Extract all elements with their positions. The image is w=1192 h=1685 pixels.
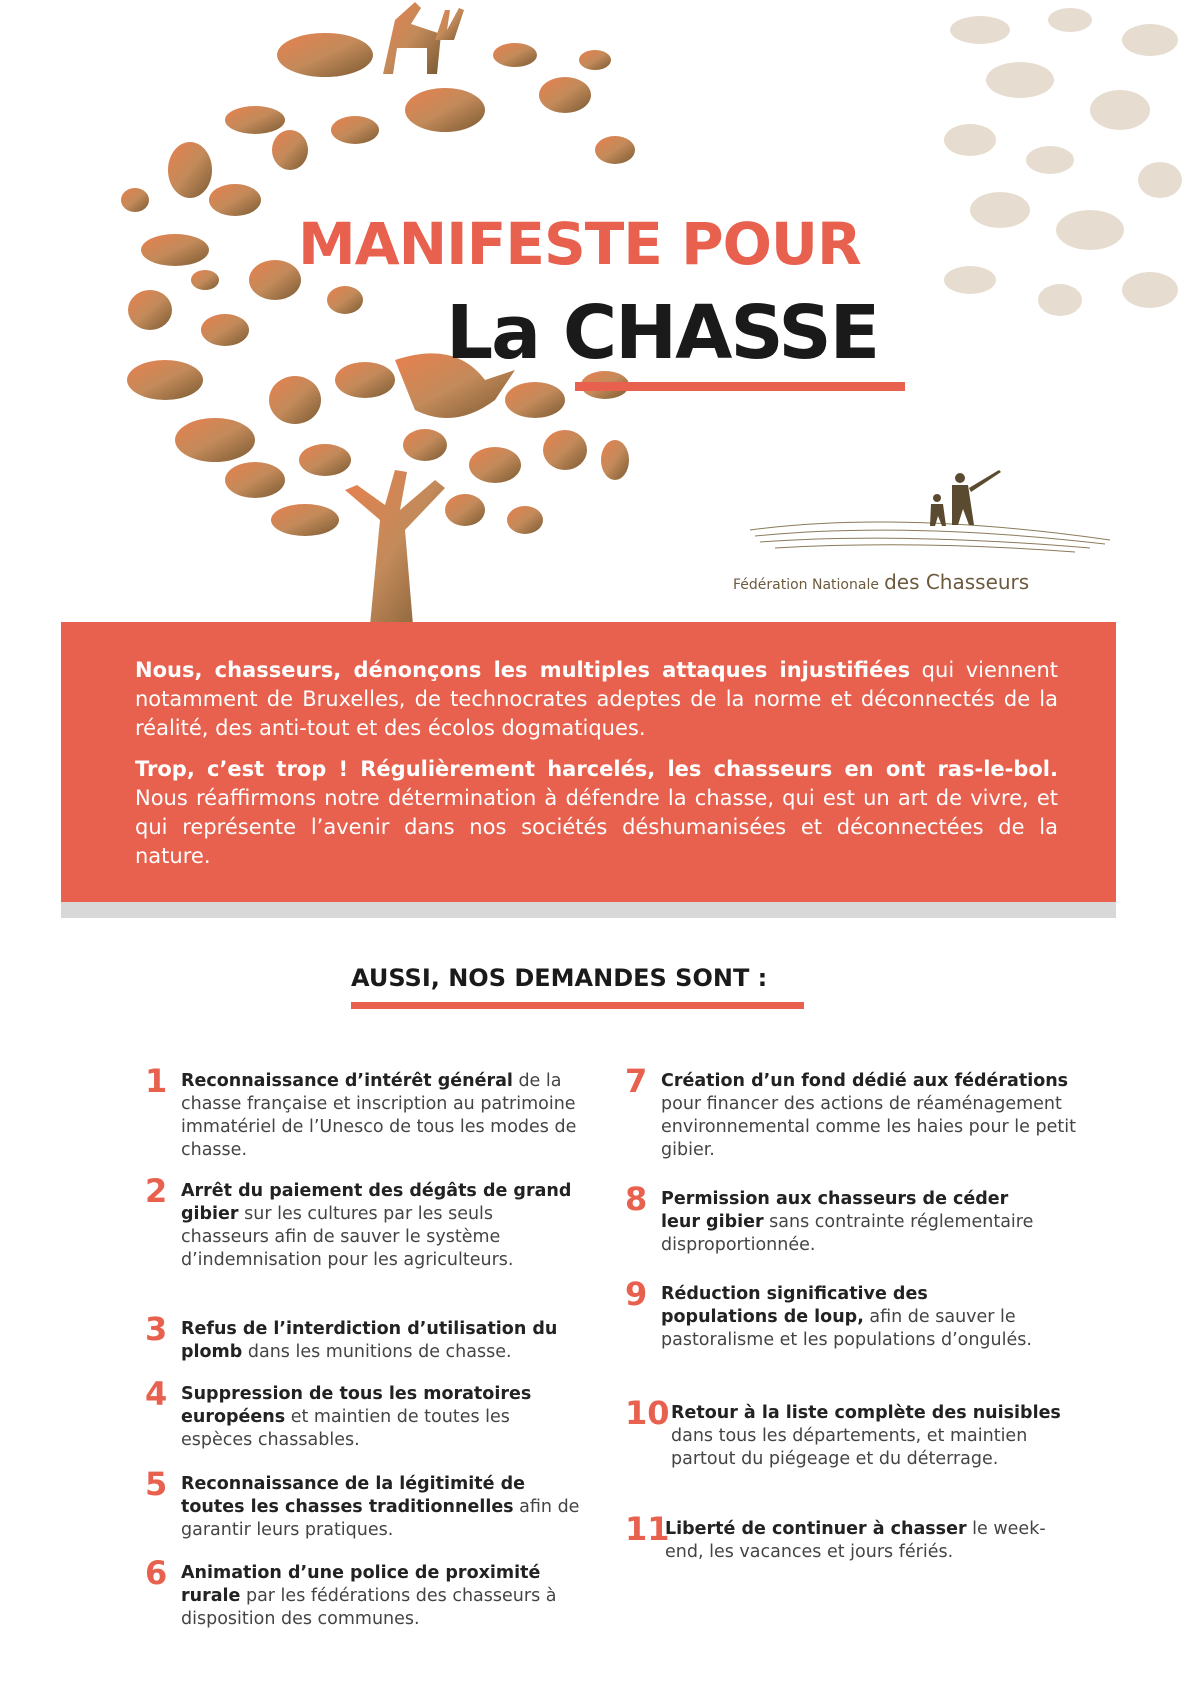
item-rest: et maintien de toutes les espèces chassables. bbox=[181, 1407, 510, 1450]
item-text bbox=[181, 1473, 581, 1542]
item-text bbox=[181, 1383, 581, 1452]
intro-box bbox=[61, 622, 1116, 902]
list-item bbox=[145, 1062, 585, 1160]
list-item bbox=[145, 1310, 585, 1368]
list-item bbox=[145, 1554, 585, 1632]
requests-underline bbox=[351, 1002, 804, 1009]
item-text bbox=[181, 1562, 581, 1631]
intro-paragraph-1 bbox=[135, 656, 1058, 743]
federation-name bbox=[733, 570, 1029, 594]
item-number: 6 bbox=[145, 1554, 168, 1592]
item-number: 1 bbox=[145, 1062, 168, 1100]
item-bold: Création d’un fond dédié aux fédérations bbox=[661, 1071, 1069, 1091]
item-rest: dans les munitions de chasse. bbox=[242, 1342, 512, 1362]
list-item bbox=[625, 1510, 1085, 1568]
item-text bbox=[661, 1188, 1041, 1257]
item-text bbox=[181, 1070, 581, 1162]
list-item bbox=[145, 1375, 585, 1453]
item-bold: Permission aux chasseurs de céder leur gibier bbox=[661, 1189, 1009, 1232]
item-bold: Réduction significative des populations de loup, bbox=[661, 1284, 928, 1327]
item-text bbox=[671, 1402, 1071, 1471]
list-item bbox=[625, 1062, 1085, 1160]
item-bold: Refus de l’interdiction d’utilisation du plomb bbox=[181, 1319, 558, 1362]
item-number: 10 bbox=[625, 1394, 670, 1432]
title-underline bbox=[575, 382, 905, 391]
item-text bbox=[181, 1180, 581, 1272]
item-number: 7 bbox=[625, 1062, 648, 1100]
item-bold: Liberté de continuer à chasser bbox=[665, 1519, 967, 1539]
federation-name-prefix: Fédération Nationale bbox=[733, 577, 879, 593]
item-number: 8 bbox=[625, 1180, 648, 1218]
list-item bbox=[625, 1275, 1085, 1373]
item-text bbox=[661, 1283, 1041, 1352]
list-item bbox=[625, 1394, 1085, 1492]
item-bold: Reconnaissance d’intérêt général bbox=[181, 1071, 513, 1091]
intro-p1-rest: qui viennent notamment de Bruxelles, de technocrates adeptes de la norme et déconnectés de la réalité, des anti-tout et des écolos dogmatiques. bbox=[135, 658, 1058, 740]
item-text bbox=[661, 1070, 1081, 1162]
item-rest: dans tous les départements, et maintien partout du piégeage et du déterrage. bbox=[671, 1426, 1028, 1469]
item-rest: de la chasse française et inscription au patrimoine immatériel de l’Unesco de tous les modes de chasse. bbox=[181, 1071, 577, 1160]
item-rest: sur les cultures par les seuls chasseurs afin de sauver le système d’indemnisation pour les agriculteurs. bbox=[181, 1204, 514, 1270]
list-item bbox=[145, 1465, 585, 1543]
list-item bbox=[145, 1172, 585, 1290]
intro-p2-bold: Trop, c’est trop ! Régulièrement harcelés, les chasseurs en ont ras-le-bol. bbox=[135, 757, 1058, 781]
list-item bbox=[625, 1180, 1085, 1258]
faded-animals-decoration bbox=[930, 0, 1192, 345]
item-number: 11 bbox=[625, 1510, 670, 1548]
item-text bbox=[665, 1518, 1055, 1564]
title-line-2: La CHASSE bbox=[446, 290, 879, 376]
item-number: 5 bbox=[145, 1465, 168, 1503]
item-bold: Animation d’une police de proximité rurale bbox=[181, 1563, 541, 1606]
item-bold: Retour à la liste complète des nuisibles bbox=[671, 1403, 1061, 1423]
item-bold: Arrêt du paiement des dégâts de grand gibier bbox=[181, 1181, 572, 1224]
requests-heading: AUSSI, NOS DEMANDES SONT : bbox=[351, 964, 768, 992]
intro-paragraph-2 bbox=[135, 755, 1058, 871]
item-number: 2 bbox=[145, 1172, 168, 1210]
item-bold: Reconnaissance de la légitimité de toutes les chasses traditionnelles bbox=[181, 1474, 526, 1517]
intro-p1-bold: Nous, chasseurs, dénonçons les multiples attaques injustifiées bbox=[135, 658, 911, 682]
item-text bbox=[181, 1318, 581, 1364]
item-number: 3 bbox=[145, 1310, 168, 1348]
title-line-1: MANIFESTE POUR bbox=[298, 210, 861, 278]
item-rest: le week-end, les vacances et jours fériés. bbox=[665, 1519, 1046, 1562]
item-rest: sans contrainte réglementaire disproportionnée. bbox=[661, 1212, 1034, 1255]
item-bold: Suppression de tous les moratoires européens bbox=[181, 1384, 532, 1427]
intro-p2-rest: Nous réaffirmons notre détermination à défendre la chasse, qui est un art de vivre, et qui représente l’avenir dans nos sociétés déshumanisées et déconnectées de la nature. bbox=[135, 786, 1058, 868]
item-number: 9 bbox=[625, 1275, 648, 1313]
item-rest: afin de garantir leurs pratiques. bbox=[181, 1497, 580, 1540]
federation-name-suffix: des Chasseurs bbox=[884, 570, 1030, 594]
item-rest: par les fédérations des chasseurs à disposition des communes. bbox=[181, 1586, 557, 1629]
item-rest: afin de sauver le pastoralisme et les populations d’ongulés. bbox=[661, 1307, 1032, 1350]
item-rest: pour financer des actions de réaménagement environnemental comme les haies pour le petit gibier. bbox=[661, 1094, 1076, 1160]
item-number: 4 bbox=[145, 1375, 168, 1413]
